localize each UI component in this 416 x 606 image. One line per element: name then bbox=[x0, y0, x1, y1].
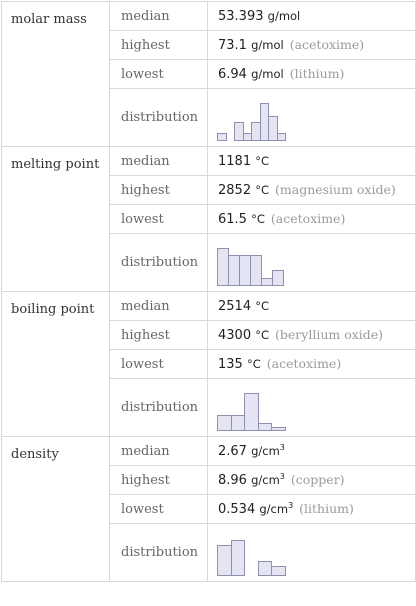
stat-value bbox=[208, 466, 416, 495]
distribution-histogram bbox=[208, 379, 416, 437]
value-source-note: (acetoxime) bbox=[289, 37, 365, 52]
histogram-bar bbox=[231, 415, 246, 431]
histogram-bar bbox=[244, 393, 259, 431]
property-row bbox=[2, 2, 416, 31]
value-source-note: (magnesium oxide) bbox=[275, 182, 396, 197]
stat-label: lowest bbox=[110, 495, 208, 524]
histogram-bar bbox=[272, 270, 284, 286]
value-source-note: (acetoxime) bbox=[266, 356, 342, 371]
value-unit: °C bbox=[255, 153, 270, 168]
distribution-label: distribution bbox=[110, 524, 208, 582]
unit-exponent: 3 bbox=[279, 472, 285, 481]
stat-label: highest bbox=[110, 31, 208, 60]
histogram-bar bbox=[258, 561, 273, 576]
distribution-label: distribution bbox=[110, 89, 208, 147]
properties-table bbox=[1, 1, 416, 582]
histogram-bar bbox=[258, 423, 273, 431]
property-name: molar mass bbox=[2, 2, 110, 147]
stat-label: lowest bbox=[110, 350, 208, 379]
value-number: 2852 bbox=[218, 183, 252, 198]
stat-label: median bbox=[110, 147, 208, 176]
property-row bbox=[2, 437, 416, 466]
value-unit: °C bbox=[255, 183, 270, 197]
histogram-bar bbox=[271, 427, 286, 431]
stat-value bbox=[208, 147, 416, 176]
value-unit: °C bbox=[251, 212, 265, 226]
property-name: melting point bbox=[2, 147, 110, 292]
stat-value bbox=[208, 321, 416, 350]
histogram-plot bbox=[217, 391, 297, 431]
stat-label: median bbox=[110, 2, 208, 31]
stat-value bbox=[208, 292, 416, 321]
histogram-plot bbox=[217, 536, 297, 576]
value-unit: °C bbox=[255, 328, 270, 342]
value-unit: g/cm bbox=[259, 502, 289, 516]
stat-label: highest bbox=[110, 176, 208, 205]
histogram-bar bbox=[217, 415, 232, 431]
distribution-label: distribution bbox=[110, 379, 208, 437]
value-unit: g/cm bbox=[251, 444, 280, 458]
unit-exponent: 3 bbox=[279, 443, 285, 452]
histogram-bar bbox=[217, 545, 232, 576]
stat-value bbox=[208, 2, 416, 31]
value-number: 0.534 bbox=[218, 502, 256, 517]
value-number: 4300 bbox=[218, 328, 252, 343]
stat-label: lowest bbox=[110, 60, 208, 89]
value-number: 1181 bbox=[218, 153, 252, 169]
property-row bbox=[2, 147, 416, 176]
stat-value bbox=[208, 176, 416, 205]
distribution-histogram bbox=[208, 89, 416, 147]
histogram-plot bbox=[217, 246, 297, 286]
value-unit: g/mol bbox=[251, 38, 284, 52]
histogram-bar bbox=[277, 133, 287, 141]
value-number: 2514 bbox=[218, 298, 252, 314]
histogram-bar bbox=[231, 540, 246, 576]
value-unit: g/mol bbox=[267, 8, 301, 23]
unit-exponent: 3 bbox=[288, 501, 294, 510]
histogram-bar bbox=[217, 133, 227, 141]
stat-label: median bbox=[110, 292, 208, 321]
stat-value bbox=[208, 437, 416, 466]
distribution-histogram bbox=[208, 234, 416, 292]
value-source-note: (copper) bbox=[290, 472, 345, 487]
value-source-note: (beryllium oxide) bbox=[275, 327, 384, 342]
value-unit: °C bbox=[246, 357, 261, 371]
value-unit: g/mol bbox=[251, 67, 284, 81]
property-name: density bbox=[2, 437, 110, 582]
stat-value bbox=[208, 350, 416, 379]
histogram-bar bbox=[271, 566, 286, 576]
value-unit: g/cm bbox=[251, 473, 280, 487]
stat-label: lowest bbox=[110, 205, 208, 234]
value-number: 8.96 bbox=[218, 473, 247, 488]
value-number: 73.1 bbox=[218, 38, 247, 53]
histogram-plot bbox=[217, 101, 297, 141]
value-number: 2.67 bbox=[218, 444, 247, 459]
property-row bbox=[2, 292, 416, 321]
distribution-label: distribution bbox=[110, 234, 208, 292]
value-number: 61.5 bbox=[218, 212, 247, 227]
distribution-histogram bbox=[208, 524, 416, 582]
stat-label: highest bbox=[110, 321, 208, 350]
stat-value bbox=[208, 205, 416, 234]
value-source-note: (lithium) bbox=[289, 66, 345, 81]
stat-value bbox=[208, 495, 416, 524]
value-unit: °C bbox=[255, 298, 270, 313]
properties-table-body bbox=[2, 2, 416, 582]
value-source-note: (lithium) bbox=[299, 501, 354, 516]
value-source-note: (acetoxime) bbox=[270, 211, 346, 226]
stat-label: median bbox=[110, 437, 208, 466]
value-number: 6.94 bbox=[218, 67, 247, 82]
value-number: 53.393 bbox=[218, 8, 264, 24]
value-number: 135 bbox=[218, 357, 243, 372]
stat-value bbox=[208, 60, 416, 89]
stat-label: highest bbox=[110, 466, 208, 495]
stat-value bbox=[208, 31, 416, 60]
property-name: boiling point bbox=[2, 292, 110, 437]
